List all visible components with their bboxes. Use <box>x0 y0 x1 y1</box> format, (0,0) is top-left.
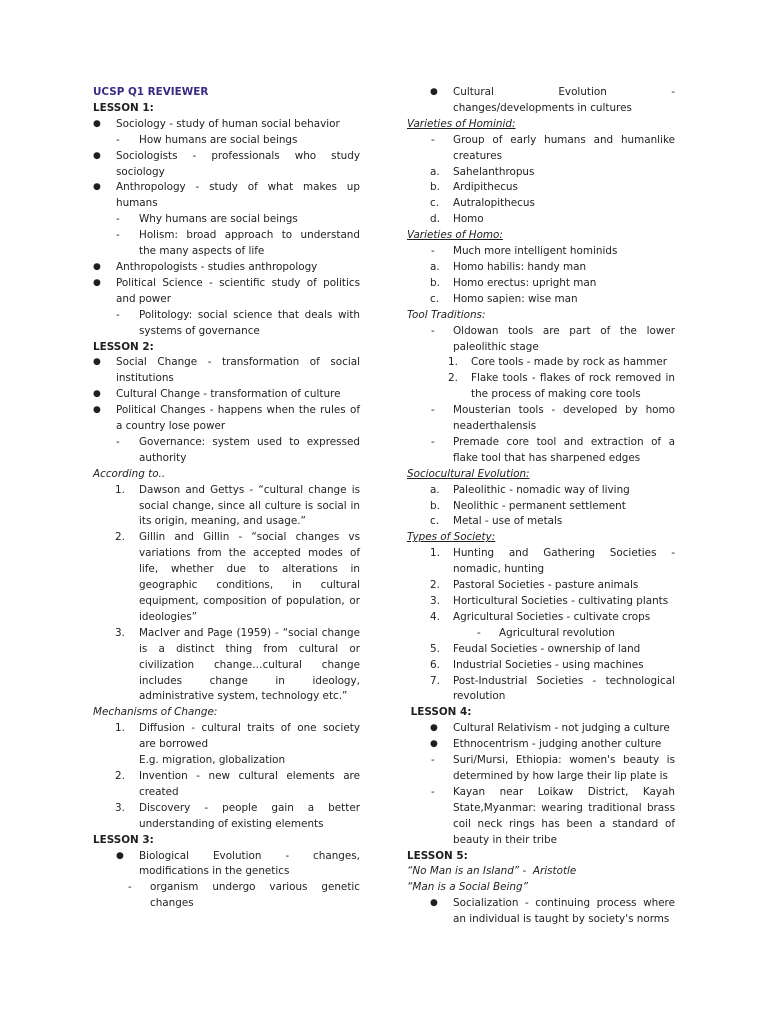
right-line-text: Sociocultural Evolution: <box>407 467 530 480</box>
left-line-text: E.g. migration, globalization <box>139 754 286 767</box>
list-number: 5. <box>430 642 440 655</box>
left-line-item <box>93 117 360 133</box>
right-line-text: Premade core tool and extraction of a flake tool that has sharpened edges <box>453 435 675 464</box>
dash-marker: - <box>128 881 132 894</box>
dash-marker: - <box>116 308 120 321</box>
right-line-item <box>407 721 675 737</box>
right-line-item <box>407 85 675 117</box>
left-line-item <box>93 308 360 340</box>
left-line-text: Gillin and Gillin - “social changes vs variations from the accepted modes of life, whether due to alterations in geographic conditions, in cultural equipment, composition of population, or ideologies” <box>139 531 360 623</box>
left-line-text: Sociology - study of human social behavior <box>116 117 340 130</box>
right-line-item <box>407 610 675 626</box>
left-line-item <box>93 149 360 181</box>
right-line-text: Suri/Mursi, Ethiopia: women's beauty is determined by how large their lip plate is <box>453 754 675 782</box>
dash-marker: - <box>431 324 435 337</box>
left-line-text: Sociologists - professionals who study sociology <box>116 149 360 178</box>
right-line-item <box>407 403 675 435</box>
bullet-icon: ● <box>93 277 101 288</box>
right-line-text: Cultural Evolution - changes/developments in cultures <box>453 86 675 114</box>
left-line-text: LESSON 1: <box>93 101 154 114</box>
right-line-text: Homo habilis: handy man <box>453 260 587 273</box>
bullet-icon: ● <box>430 898 438 909</box>
left-line-text: Politology: social science that deals with systems of governance <box>139 308 360 337</box>
left-line-text: How humans are social beings <box>139 133 298 146</box>
right-line-text: Much more intelligent hominids <box>453 245 618 258</box>
left-line-item <box>93 228 360 260</box>
list-number: 2. <box>448 372 458 385</box>
right-line-text: Neolithic - permanent settlement <box>453 499 626 512</box>
bullet-icon: ● <box>93 118 101 129</box>
right-line-item <box>407 705 675 721</box>
list-number: b. <box>430 499 440 512</box>
list-number: 2. <box>115 769 125 782</box>
right-line-text: “Man is a Social Being” <box>407 881 528 894</box>
right-line-item <box>407 737 675 753</box>
right-line-item <box>407 642 675 658</box>
left-line-text: Cultural Change - transformation of culture <box>116 388 341 401</box>
right-line-text: LESSON 4: <box>407 706 472 719</box>
left-line-text: organism undergo various genetic changes <box>150 881 360 910</box>
right-line-text: Feudal Societies - ownership of land <box>453 642 641 655</box>
left-line-text: Social Change - transformation of social institutions <box>116 356 360 385</box>
list-number: c. <box>430 292 440 305</box>
dash-marker: - <box>116 133 120 146</box>
right-line-item <box>407 324 675 356</box>
left-line-item <box>93 403 360 435</box>
dash-marker: - <box>431 785 435 798</box>
right-line-item <box>407 196 675 212</box>
left-line-text: Holism: broad approach to understand the many aspects of life <box>139 229 360 258</box>
left-line-text: Governance: system used to expressed authority <box>139 435 360 464</box>
left-line-item <box>93 260 360 276</box>
right-line-text: Homo erectus: upright man <box>453 276 597 289</box>
left-line-item <box>93 212 360 228</box>
list-number: a. <box>430 483 440 496</box>
right-line-text: Metal - use of metals <box>453 515 563 528</box>
right-line-item <box>407 308 675 324</box>
right-line-text: Autralopithecus <box>453 197 535 210</box>
list-number: a. <box>430 165 440 178</box>
right-line-item <box>407 371 675 403</box>
right-line-item <box>407 180 675 196</box>
left-line-text: Anthropology - study of what makes up humans <box>116 181 360 210</box>
right-line-text: Homo <box>453 213 484 226</box>
list-number: 4. <box>430 610 440 623</box>
left-line-item <box>93 340 360 356</box>
left-line-item <box>93 753 360 769</box>
left-line-item <box>93 133 360 149</box>
document-title: UCSP Q1 REVIEWER <box>93 86 209 98</box>
left-line-item <box>93 626 360 706</box>
right-line-item <box>407 276 675 292</box>
bullet-icon: ● <box>93 182 101 193</box>
right-line-item <box>407 435 675 467</box>
list-number: 1. <box>430 547 440 560</box>
bullet-icon: ● <box>93 261 101 272</box>
bullet-icon: ● <box>430 723 438 734</box>
right-line-item <box>407 467 675 483</box>
dash-marker: - <box>431 754 435 767</box>
left-line-item <box>93 355 360 387</box>
bullet-icon: ● <box>116 850 124 861</box>
list-number: 1. <box>115 722 125 735</box>
right-line-text: Industrial Societies - using machines <box>453 658 644 671</box>
list-number: b. <box>430 276 440 289</box>
list-number: 6. <box>430 658 440 671</box>
dash-marker: - <box>431 245 435 258</box>
bullet-icon: ● <box>93 405 101 416</box>
dash-marker: - <box>116 213 120 226</box>
dash-marker: - <box>116 435 120 448</box>
right-line-item <box>407 594 675 610</box>
right-line-item <box>407 133 675 165</box>
left-line-item <box>93 387 360 403</box>
right-line-text: Agricultural Societies - cultivate crops <box>453 610 651 623</box>
right-line-item <box>407 674 675 706</box>
left-line-item <box>93 467 360 483</box>
left-line-item <box>93 833 360 849</box>
right-line-item <box>407 578 675 594</box>
right-line-text: Ethnocentrism - judging another culture <box>453 738 662 751</box>
left-line-item <box>93 276 360 308</box>
list-number: 1. <box>448 356 458 369</box>
left-line-text: Dawson and Gettys - “cultural change is social change, since all culture is social in its origin, meaning, and usage.” <box>139 483 360 528</box>
left-line-item <box>93 721 360 753</box>
left-line-item <box>93 101 360 117</box>
list-number: 2. <box>115 531 125 544</box>
right-line-item <box>407 292 675 308</box>
bullet-icon: ● <box>93 389 101 400</box>
left-line-item <box>93 180 360 212</box>
list-number: 3. <box>115 626 125 639</box>
bullet-icon: ● <box>93 357 101 368</box>
right-line-text: Agricultural revolution <box>499 626 615 639</box>
right-line-item <box>407 228 675 244</box>
list-number: d. <box>430 213 440 226</box>
left-line-item <box>93 483 360 531</box>
right-line-text: Varieties of Homo: <box>407 229 503 242</box>
left-line-item <box>93 880 360 912</box>
right-line-text: Tool Traditions: <box>407 308 486 321</box>
left-line-text: Anthropologists - studies anthropology <box>116 260 318 273</box>
right-line-item <box>407 244 675 260</box>
left-line-text: Discovery - people gain a better understanding of existing elements <box>139 801 360 830</box>
right-line-item <box>407 880 675 896</box>
right-line-item <box>407 753 675 785</box>
left-line-text: Invention - new cultural elements are created <box>139 769 360 798</box>
right-line-text: Paleolithic - nomadic way of living <box>453 483 630 496</box>
list-number: b. <box>430 181 440 194</box>
right-line-item <box>407 483 675 499</box>
left-line-text: Why humans are social beings <box>139 213 298 226</box>
right-line-text: LESSON 5: <box>407 849 468 862</box>
right-line-text: Flake tools - flakes of rock removed in the process of making core tools <box>471 372 675 401</box>
left-line-item <box>93 801 360 833</box>
right-line-text: Homo sapien: wise man <box>453 292 578 305</box>
right-line-text: Core tools - made by rock as hammer <box>471 356 668 369</box>
right-line-text: Kayan near Loikaw District, Kayah State,Myanmar: wearing traditional brass coil neck rings has been a standard of beauty in their tribe <box>453 785 675 846</box>
right-line-text: Socialization - continuing process where an individual is taught by society's norms <box>453 897 675 926</box>
list-number: 3. <box>430 595 440 607</box>
right-line-text: Pastoral Societies - pasture animals <box>453 579 639 592</box>
left-line-text: According to.. <box>93 467 166 480</box>
bullet-icon: ● <box>430 739 438 750</box>
right-line-text: Cultural Relativism - not judging a culture <box>453 722 670 735</box>
right-line-text: Hunting and Gathering Societies - nomadic, hunting <box>453 547 675 576</box>
dash-marker: - <box>431 435 435 448</box>
left-line-text: Diffusion - cultural traits of one society are borrowed <box>139 722 360 751</box>
right-line-text: “No Man is an Island” - Aristotle <box>407 865 577 878</box>
right-line-item <box>407 785 675 849</box>
left-line-item <box>93 530 360 625</box>
right-line-item <box>407 849 675 865</box>
left-line-text: Biological Evolution - changes, modifications in the genetics <box>139 849 360 878</box>
right-line-item <box>407 260 675 276</box>
dash-marker: - <box>431 404 435 417</box>
right-line-item <box>407 499 675 515</box>
left-line-item <box>93 849 360 881</box>
right-line-item <box>407 626 675 642</box>
right-line-item <box>407 212 675 228</box>
right-line-text: Horticultural Societies - cultivating plants <box>453 595 669 607</box>
right-line-text: Ardipithecus <box>453 181 518 194</box>
left-line-item <box>93 705 360 721</box>
left-column <box>93 85 360 912</box>
right-line-text: Sahelanthropus <box>453 165 535 178</box>
right-line-text: Oldowan tools are part of the lower paleolithic stage <box>453 324 675 353</box>
right-line-item <box>407 165 675 181</box>
list-number: 7. <box>430 674 440 687</box>
dash-marker: - <box>431 133 435 146</box>
dash-marker: - <box>477 626 481 639</box>
right-line-item <box>407 864 675 880</box>
right-column <box>407 85 675 928</box>
right-line-text: Types of Society: <box>407 531 496 544</box>
left-line-text: MacIver and Page (1959) - “social change is a distinct thing from cultural or civilization change…cultural change includes change in ideology, administrative system, technology etc.” <box>139 626 360 703</box>
left-line-text: LESSON 2: <box>93 340 154 353</box>
right-line-item <box>407 530 675 546</box>
left-line-text: Political Science - scientific study of politics and power <box>116 276 360 305</box>
bullet-icon: ● <box>430 87 438 97</box>
right-line-text: Varieties of Hominid: <box>407 117 516 130</box>
left-line-item <box>93 769 360 801</box>
right-line-item <box>407 514 675 530</box>
list-number: 1. <box>115 483 125 496</box>
left-line-text: Mechanisms of Change: <box>93 706 218 719</box>
right-line-item <box>407 896 675 928</box>
left-line-item <box>93 435 360 467</box>
right-line-item <box>407 117 675 133</box>
right-line-item <box>407 658 675 674</box>
dash-marker: - <box>116 229 120 242</box>
list-number: a. <box>430 260 440 273</box>
bullet-icon: ● <box>93 150 101 161</box>
right-line-text: Group of early humans and humanlike creatures <box>453 133 675 162</box>
list-number: 3. <box>115 801 125 814</box>
right-line-item <box>407 355 675 371</box>
left-line-text: LESSON 3: <box>93 833 154 846</box>
list-number: 2. <box>430 579 440 592</box>
list-number: c. <box>430 197 440 210</box>
right-line-text: Post-Industrial Societies - technological revolution <box>453 674 675 703</box>
list-number: c. <box>430 515 440 528</box>
right-line-item <box>407 546 675 578</box>
left-line-text: Political Changes - happens when the rules of a country lose power <box>116 404 360 433</box>
right-line-text: Mousterian tools - developed by homo neaderthalensis <box>453 404 675 433</box>
